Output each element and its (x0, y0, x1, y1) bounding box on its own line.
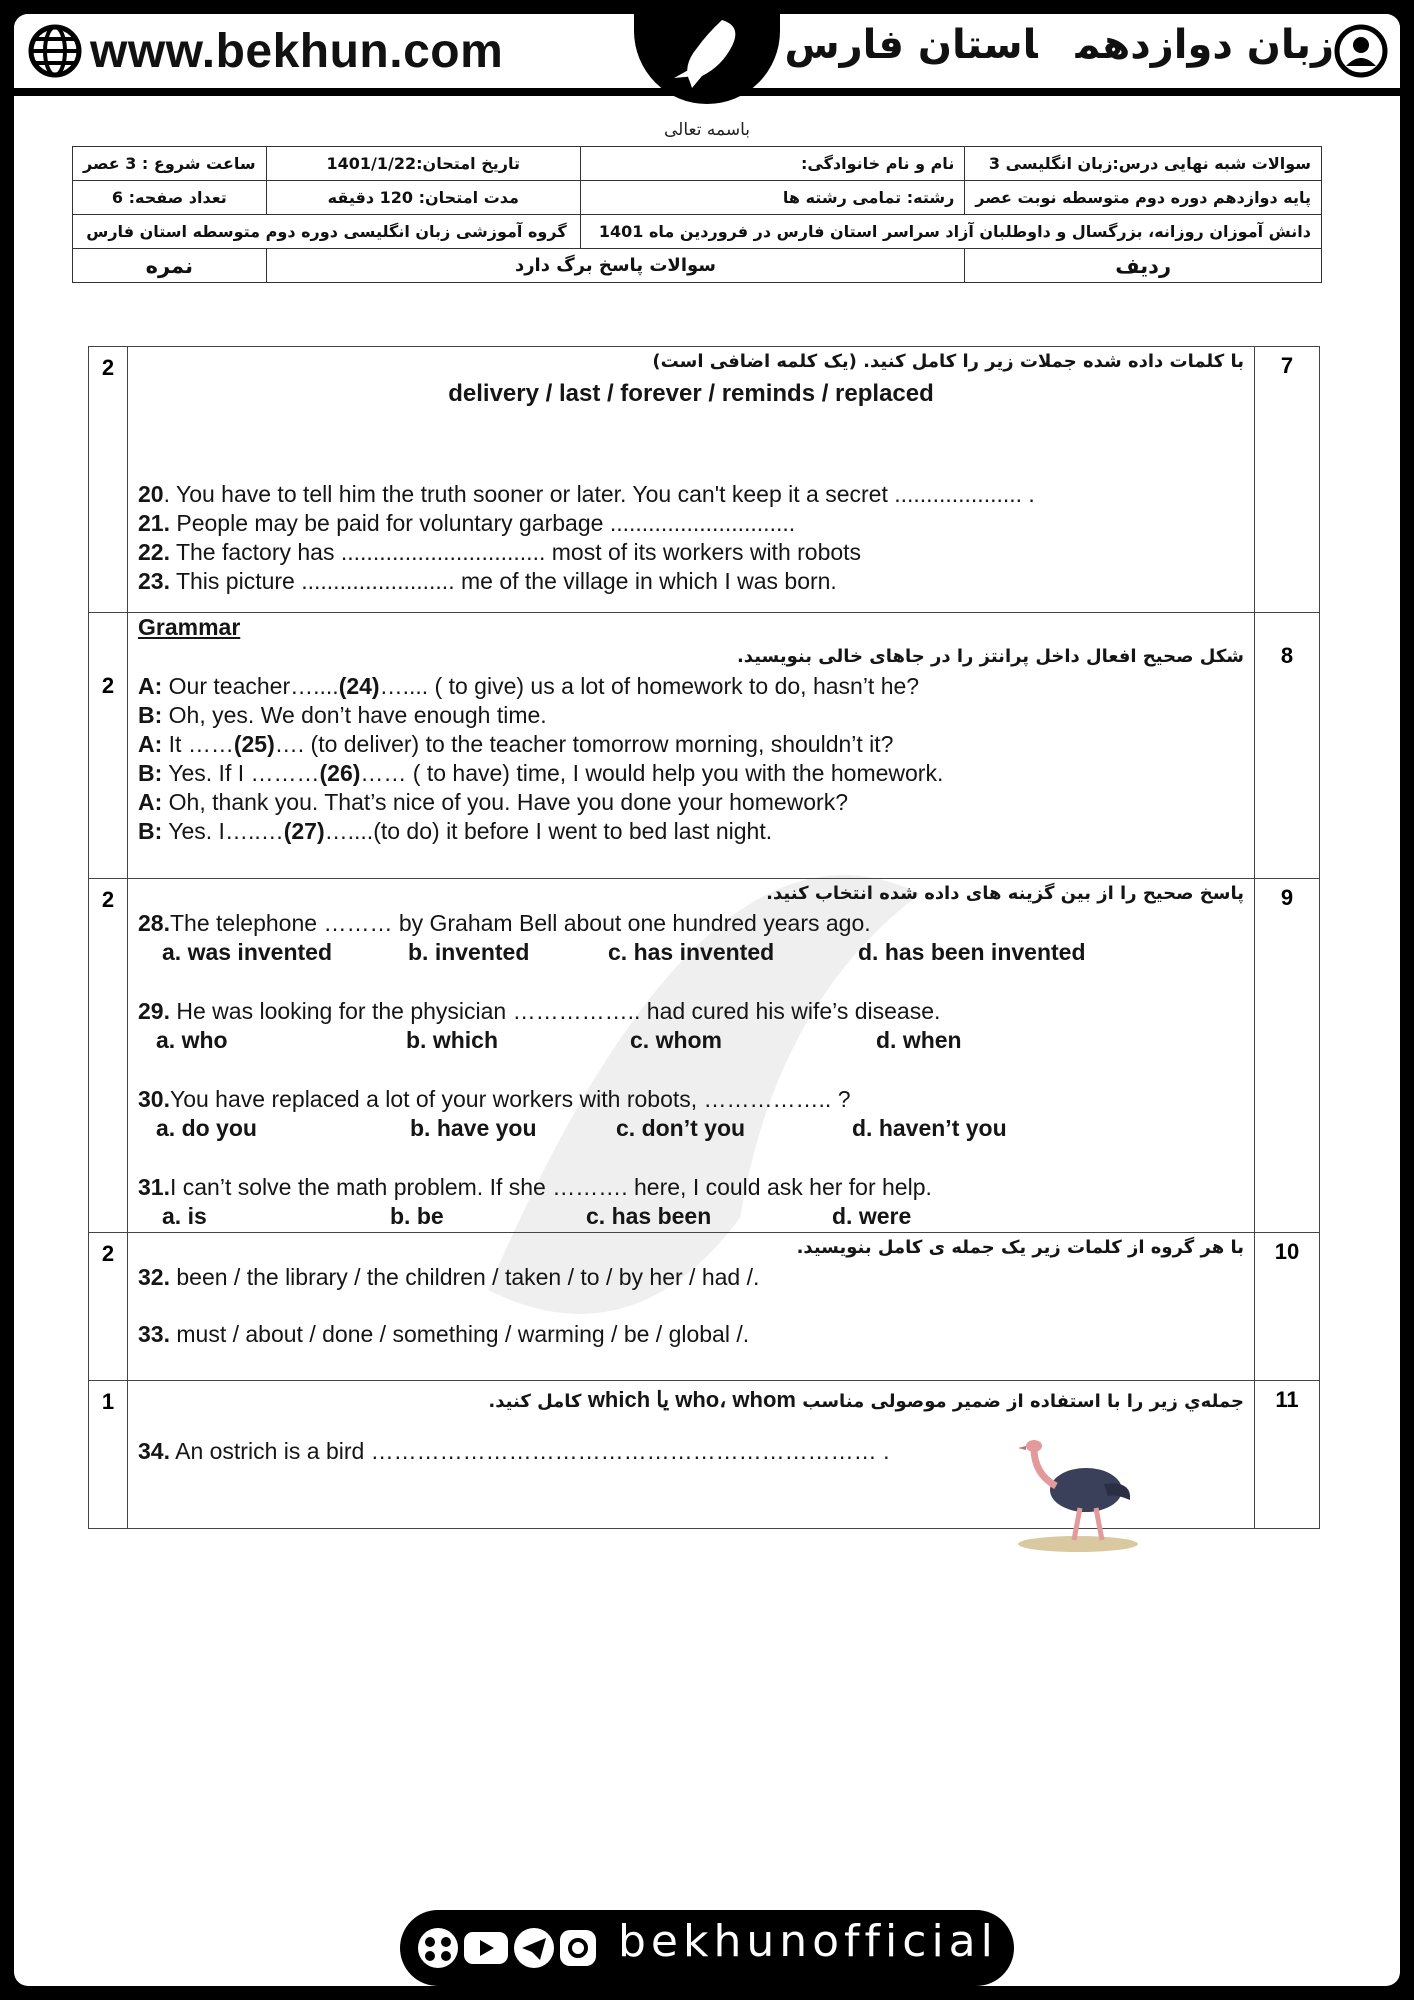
q7-item: 23. This picture ........................ me of the village in which I was born. (138, 568, 837, 594)
question-8-body (128, 613, 1255, 879)
site-url[interactable]: www.bekhun.com (90, 25, 504, 78)
dialogue-line: A: Our teacher…....(24)….... ( to give) us a lot of homework to do, hasn’t he? (138, 673, 920, 699)
option[interactable]: a. was invented (162, 939, 333, 965)
q8-instruction: شکل صحیح افعال داخل پرانتز را در جاهای خالی بنویسید. (736, 646, 1244, 667)
q7-instruction: با کلمات داده شده جملات زیر را کامل کنید. (یک کلمه اضافی است) (652, 351, 1244, 372)
option[interactable]: d. haven’t you (852, 1115, 1007, 1141)
number-9: 9 (1255, 879, 1320, 1233)
q11-item: 34. An ostrich is a bird ………………………………………………………… . (138, 1438, 890, 1464)
q10-item: 33. must / about / done / something / warming / be / global /. (138, 1321, 750, 1347)
question-10 (89, 1233, 1320, 1381)
dialogue-line: B: Oh, yes. We don’t have enough time. (138, 702, 547, 728)
social-icons (416, 1926, 616, 1970)
question-9 (89, 879, 1320, 1233)
option[interactable]: d. were (832, 1203, 912, 1229)
option[interactable]: a. do you (156, 1115, 257, 1141)
mcq-options (138, 938, 1244, 967)
globe-icon (28, 24, 82, 78)
q9-instruction: پاسخ صحیح را از بین گزینه های داده شده انتخاب کنید. (766, 883, 1244, 904)
user-icon (1334, 24, 1388, 78)
option[interactable]: c. whom (630, 1027, 723, 1053)
option[interactable]: c. has been (586, 1203, 712, 1229)
number-11: 11 (1255, 1381, 1320, 1529)
option[interactable]: b. which (406, 1027, 498, 1053)
question-8 (89, 613, 1320, 879)
row-col-header: ردیف (965, 249, 1322, 283)
score-10: 2 (89, 1233, 128, 1381)
mcq-stem: 28.The telephone ……… by Graham Bell about one hundred years ago. (138, 910, 871, 936)
dialogue-line: B: Yes. If I ………(26)…… ( to have) time, I would help you with the homework. (138, 760, 944, 786)
mcq-options (138, 1026, 1244, 1055)
question-7-body (128, 347, 1255, 613)
social-footer (400, 1910, 1014, 1986)
course-cell: سوالات شبه نهایی درس:زبان انگلیسی 3 (965, 147, 1322, 181)
bismillah: باسمه تعالی (664, 120, 750, 140)
answer-sheet-note: سوالات پاسخ برگ دارد (266, 249, 965, 283)
grade-cell: پایه دوازدهم دوره دوم متوسطه نوبت عصر (965, 181, 1322, 215)
field-cell: رشته: تمامی رشته ها (580, 181, 964, 215)
mcq-stem: 29. He was looking for the physician …………….. had cured his wife’s disease. (138, 998, 941, 1024)
feather-icon (662, 16, 752, 96)
ostrich-illustration (1004, 1434, 1144, 1554)
mcq-options (138, 1114, 1244, 1143)
dialogue-line: A: It ……(25)…. (to deliver) to the teacher tomorrow morning, shouldn’t it? (138, 731, 894, 757)
youtube-icon[interactable] (464, 1932, 508, 1964)
option[interactable]: b. invented (408, 939, 530, 965)
mcq-stem: 31.I can’t solve the math problem. If she ………. here, I could ask her for help. (138, 1174, 932, 1200)
score-7: 2 (89, 347, 128, 613)
grammar-heading: Grammar (138, 614, 241, 640)
page-title (746, 22, 1334, 68)
group-cell: گروه آموزشی زبان انگلیسی دوره دوم متوسطه استان فارس (73, 215, 581, 249)
question-10-body (128, 1233, 1255, 1381)
q7-item: 22. The factory has ................................ most of its workers with robots (138, 539, 862, 565)
footer-handle[interactable]: bekhunofficial (618, 1916, 998, 1967)
question-9-body (128, 879, 1255, 1233)
option[interactable]: c. don’t you (616, 1115, 746, 1141)
number-7: 7 (1255, 347, 1320, 613)
option[interactable]: c. has invented (608, 939, 775, 965)
audience-cell: دانش آموزان روزانه، بزرگسال و داوطلبان آزاد سراسر استان فارس در فروردین ماه 1401 (580, 215, 1321, 249)
q7-item: 20. You have to tell him the truth sooner or later. You can't keep it a secret .................... . (138, 481, 1035, 507)
province-title: استان فارس (784, 22, 1038, 68)
start-time-cell: ساعت شروع : 3 عصر (73, 147, 267, 181)
course-title: زبان دوازدهم (1075, 22, 1334, 68)
score-11: 1 (89, 1381, 128, 1529)
q7-item: 21. People may be paid for voluntary garbage ............................. (138, 510, 796, 536)
name-cell: نام و نام خانوادگی: (580, 147, 964, 181)
option[interactable]: d. has been invented (858, 939, 1086, 965)
number-8: 8 (1255, 613, 1320, 879)
question-7 (89, 347, 1320, 613)
option[interactable]: a. who (156, 1027, 228, 1053)
q10-item: 32. been / the library / the children / taken / to / by her / had /. (138, 1264, 760, 1290)
exam-page (14, 14, 1400, 1986)
questions-table (88, 346, 1320, 1529)
number-10: 10 (1255, 1233, 1320, 1381)
option[interactable]: b. be (390, 1203, 444, 1229)
option[interactable]: a. is (162, 1203, 207, 1229)
option[interactable]: d. when (876, 1027, 962, 1053)
mcq-options (138, 1202, 1244, 1231)
mcq-stem: 30.You have replaced a lot of your workers with robots, …………….. ? (138, 1086, 851, 1112)
word-bank: delivery / last / forever / reminds / replaced (448, 380, 934, 407)
score-col-header: نمره (73, 249, 267, 283)
score-9: 2 (89, 879, 128, 1233)
q10-instruction: با هر گروه از کلمات زیر یک جمله ی کامل بنویسید. (796, 1237, 1244, 1258)
dialogue-line: B: Yes. I…..…(27)…....(to do) it before I went to bed last night. (138, 818, 773, 844)
instagram-icon[interactable] (560, 1930, 596, 1966)
page-count-cell: تعداد صفحه: 6 (73, 181, 267, 215)
option[interactable]: b. have you (410, 1115, 537, 1141)
duration-cell: مدت امتحان: 120 دقیقه (266, 181, 580, 215)
exam-info-table (72, 146, 1322, 283)
site-header (14, 14, 1400, 96)
dialogue-line: A: Oh, thank you. That’s nice of you. Have you done your homework? (138, 789, 848, 815)
aparat-icon[interactable] (418, 1928, 458, 1968)
telegram-icon[interactable] (514, 1928, 554, 1968)
q11-instruction: جمله‌ي زیر را با استفاده از ضمیر موصولی مناسب who، whom یا which کامل کنید. (488, 1387, 1244, 1412)
score-8: 2 (89, 613, 128, 879)
date-cell: تاریخ امتحان:1401/1/22 (266, 147, 580, 181)
